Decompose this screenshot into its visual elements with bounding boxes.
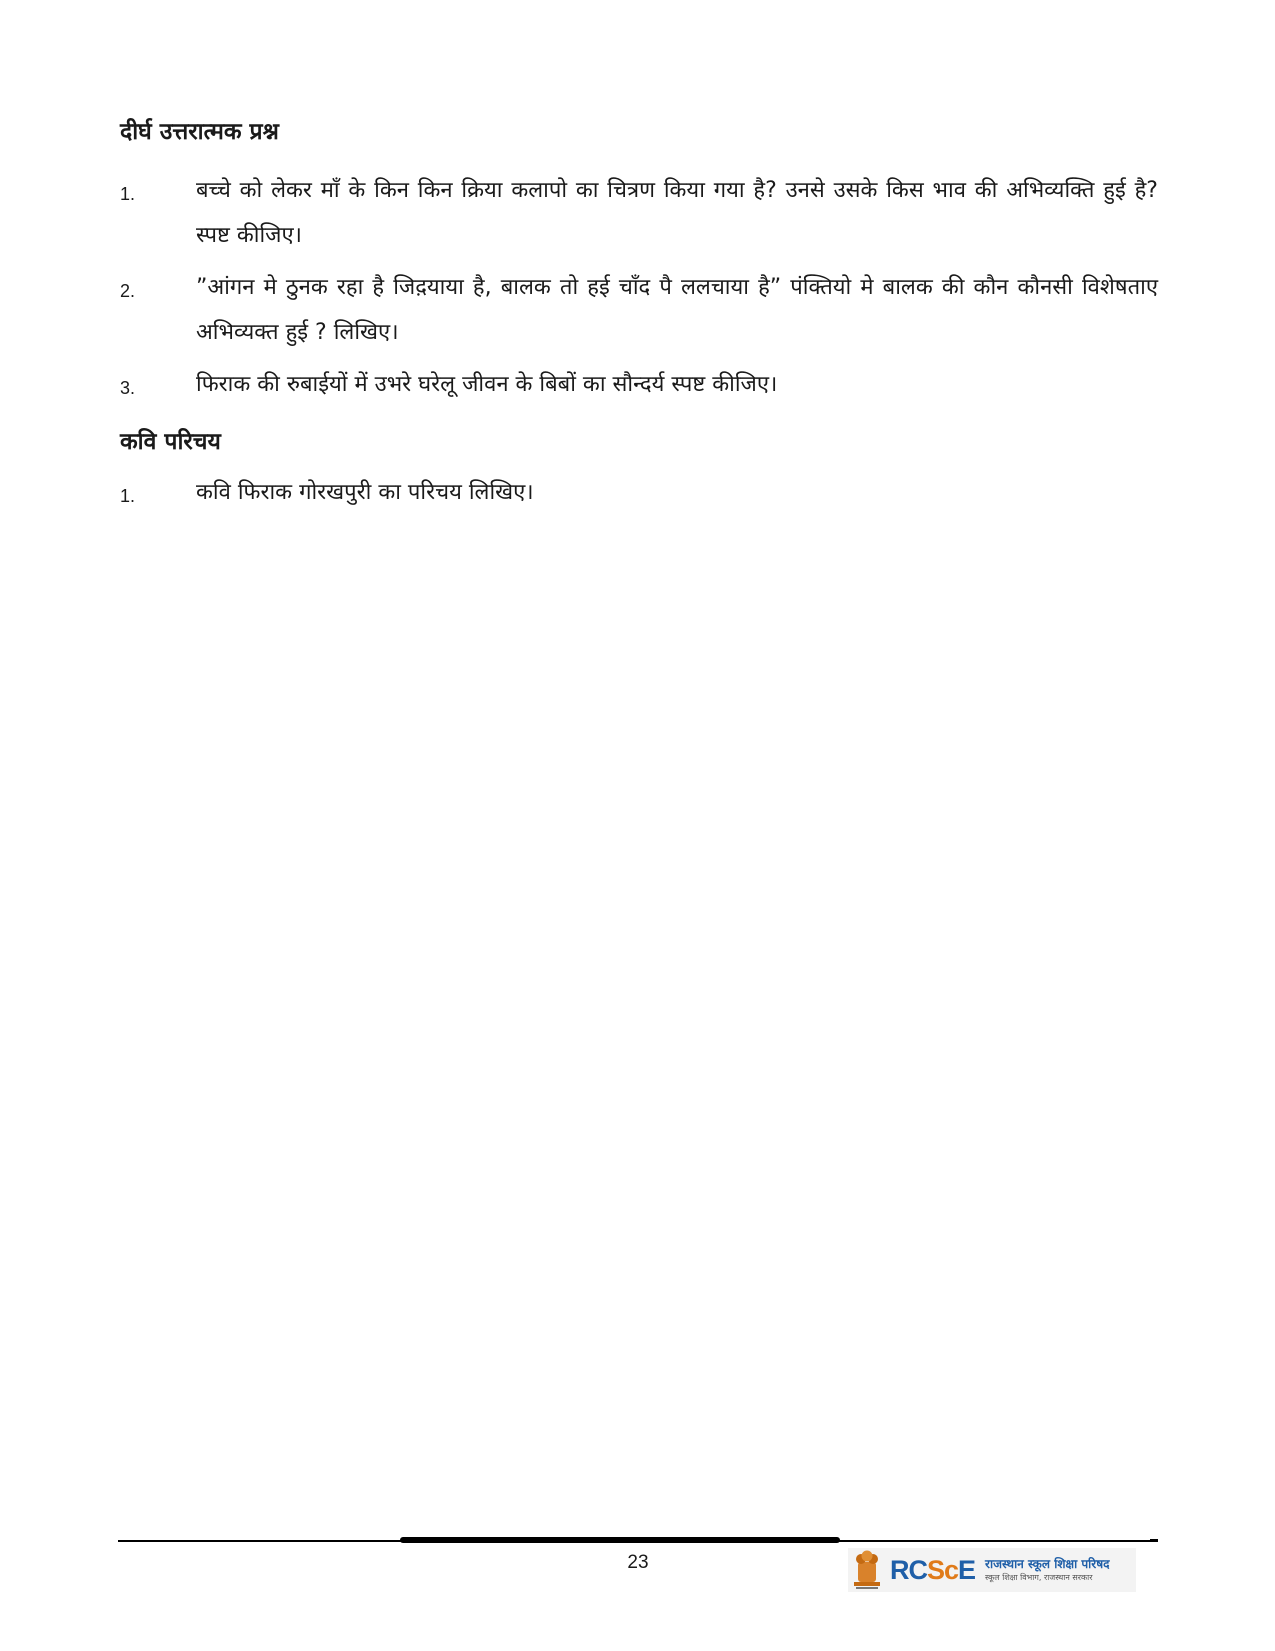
question-number: 3.	[120, 378, 136, 398]
question-number: 2.	[120, 281, 136, 301]
question-number: 1.	[120, 184, 136, 204]
question-text: फिराक की रुबाईयों में उभरे घरेलू जीवन के बिबों का सौन्दर्य स्पष्ट कीजिए।	[196, 372, 778, 397]
logo-org-subtitle: स्कूल शिक्षा विभाग, राजस्थान सरकार	[985, 1573, 1093, 1582]
section-heading-long-answer: दीर्घ उत्तरात्मक प्रश्न	[120, 119, 279, 145]
logo-org-name: राजस्थान स्कूल शिक्षा परिषद	[985, 1557, 1110, 1571]
logo-wordmark: RCScE	[890, 1554, 976, 1585]
question-text: बच्चे को लेकर माँ के किन किन क्रिया कलापो का चित्रण किया गया है? उनसे उसके किस भाव की अभिव्यक्ति हुई है? स्पष्ट कीजिए।	[196, 178, 1158, 248]
question-text: कवि फिराक गोरखपुरी का परिचय लिखिए।	[196, 480, 534, 505]
question-number: 1.	[120, 486, 136, 506]
rcsce-logo	[848, 1548, 1136, 1592]
state-emblem-icon	[850, 1548, 884, 1592]
section-heading-poet-intro: कवि परिचय	[120, 429, 221, 455]
footer-divider-end	[1150, 1539, 1158, 1541]
question-text: ”आंगन मे ठुनक रहा है जिद़याया है, बालक तो हई चाँद पै ललचाया है” पंक्तियो मे बालक की कौन कौनसी विशेषताए अभिव्यक्त हुई ? लिखिए।	[196, 275, 1158, 345]
page-number: 23	[627, 1552, 649, 1573]
footer-divider-accent	[400, 1537, 840, 1543]
